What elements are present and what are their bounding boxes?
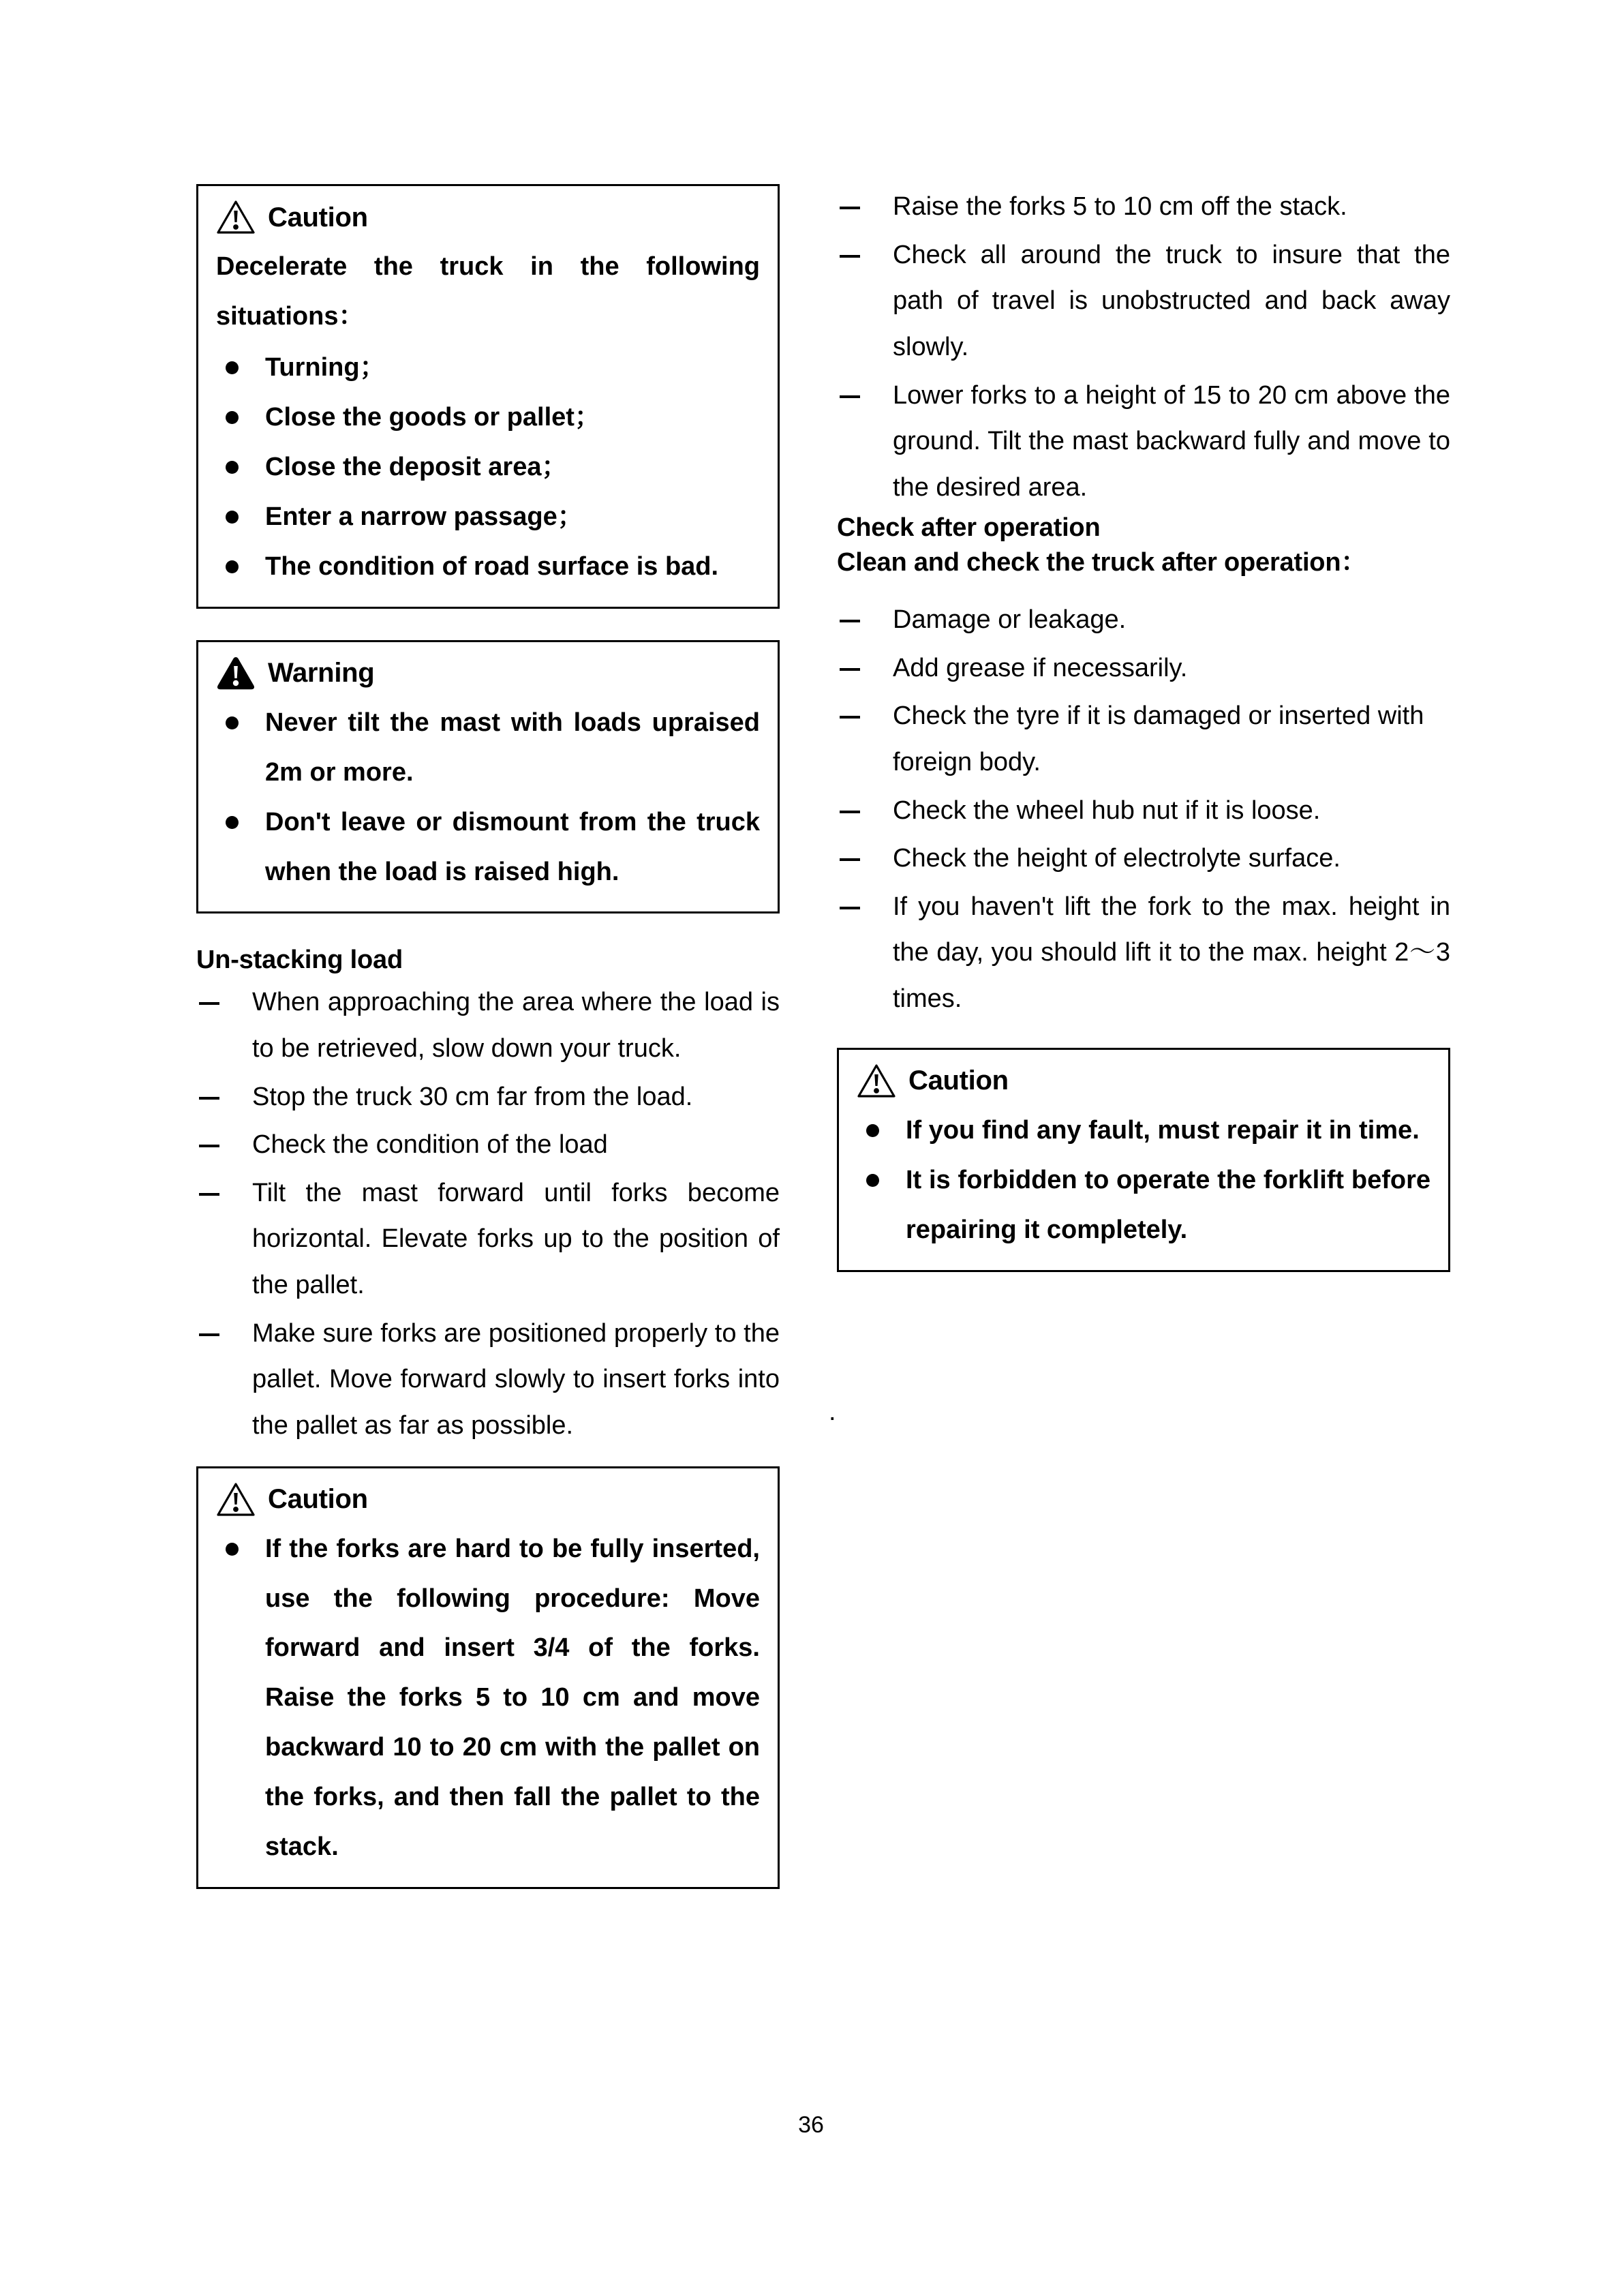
list-item-text: Stop the truck 30 cm far from the load. <box>252 1082 693 1111</box>
list-item-text: Check all around the truck to insure that the path of travel is unobstructed and back away slowly. <box>893 240 1450 361</box>
list-item <box>196 1122 780 1168</box>
list-item-text: Make sure forks are positioned properly to the pallet. Move forward slowly to insert forks into the pallet as far as possible. <box>252 1318 780 1440</box>
list-item-text: It is forbidden to operate the forklift before repairing it completely. <box>906 1165 1430 1244</box>
list-item-text: Check the tyre if it is damaged or inserted with foreign body. <box>893 701 1424 776</box>
warning-triangle-solid-icon <box>216 656 256 691</box>
caution-box-decelerate <box>196 184 780 609</box>
list-item <box>837 788 1450 834</box>
unstacking-steps-list <box>196 980 780 1449</box>
warning-triangle-outline-icon <box>857 1063 896 1099</box>
list-item-text: If the forks are hard to be fully inserted, use the following procedure: Move forward and insert 3/4 of the forks. Raise the forks 5 to 10 cm and move backward 10 to 20 cm with the pallet on the forks, and then fall the pallet to the stack. <box>265 1534 760 1862</box>
list-item-text: If you find any fault, must repair it in time. <box>906 1115 1420 1145</box>
caution-box-forks-insertion <box>196 1466 780 1890</box>
list-item-text: Close the goods or pallet； <box>265 402 600 432</box>
list-item <box>216 542 760 592</box>
check-after-operation-list <box>837 597 1450 1023</box>
list-item-text: Damage or leakage. <box>893 605 1127 635</box>
right-column <box>837 184 1450 1272</box>
section-heading-unstacking-load: Un-stacking load <box>196 946 403 975</box>
warning-box-title: Warning <box>268 658 375 689</box>
list-item-text: Add grease if necessarily. <box>893 653 1188 682</box>
spacer <box>837 1025 1450 1048</box>
spacer <box>196 609 780 640</box>
list-item-text: Enter a narrow passage； <box>265 502 583 531</box>
list-item <box>196 980 780 1072</box>
list-item <box>216 798 760 897</box>
section-subheading-clean-and-check: Clean and check the truck after operation： <box>837 548 1367 577</box>
list-item-text: Don't leave or dismount from the truck when the load is raised high. <box>265 807 760 886</box>
list-item <box>196 1170 780 1309</box>
warning-box-tilt-mast <box>196 640 780 914</box>
stray-period-mark: . <box>829 1398 836 1426</box>
list-item-text: Raise the forks 5 to 10 cm off the stack. <box>893 192 1347 221</box>
list-item-text: Check the wheel hub nut if it is loose. <box>893 796 1321 825</box>
list-item <box>837 884 1450 1023</box>
spacer <box>196 913 780 945</box>
list-item-text: The condition of road surface is bad. <box>265 552 719 581</box>
caution-box-title: Caution <box>268 1484 368 1515</box>
warning-triangle-outline-icon <box>216 200 256 235</box>
list-item-text: Turning； <box>265 352 386 382</box>
list-item-text: If you haven't lift the fork to the max. height in the day, you should lift it to the max. height 2〜3 times. <box>893 892 1450 1014</box>
list-item <box>857 1106 1430 1155</box>
section-heading-check-after-operation: Check after operation <box>837 513 1101 543</box>
caution-box-lead-text: Decelerate the truck in the following situations： <box>216 252 760 331</box>
caution-box-header <box>216 1482 760 1517</box>
caution-bullet-list <box>216 1524 760 1873</box>
list-item-text: Check the condition of the load <box>252 1130 608 1160</box>
list-item-text: Check the height of electrolyte surface. <box>893 844 1341 873</box>
list-item <box>196 1074 780 1121</box>
warning-bullet-list <box>216 698 760 897</box>
page-number: 36 <box>798 2112 824 2138</box>
list-item <box>216 393 760 442</box>
list-item <box>196 1311 780 1449</box>
spacer <box>837 582 1450 597</box>
caution-box-title: Caution <box>268 202 368 232</box>
warning-box-header <box>216 656 760 691</box>
list-item <box>837 184 1450 230</box>
spacer <box>196 1451 780 1466</box>
list-item-text: Lower forks to a height of 15 to 20 cm above the ground. Tilt the mast backward fully and move to the desired area. <box>893 380 1450 502</box>
list-item-text: Close the deposit area； <box>265 452 568 481</box>
list-item <box>216 343 760 393</box>
caution-bullet-list <box>857 1106 1430 1255</box>
caution-bullet-list <box>216 343 760 592</box>
list-item <box>216 1524 760 1873</box>
stacking-steps-list <box>837 184 1450 511</box>
list-item <box>837 373 1450 511</box>
caution-box-title: Caution <box>908 1066 1009 1096</box>
list-item <box>216 492 760 542</box>
list-item-text: Tilt the mast forward until forks become horizontal. Elevate forks up to the position of the pallet. <box>252 1178 780 1300</box>
list-item <box>837 693 1450 785</box>
caution-box-header <box>216 200 760 235</box>
list-item <box>837 597 1450 644</box>
list-item <box>216 442 760 492</box>
caution-box-header <box>857 1063 1430 1099</box>
caution-box-repair-fault <box>837 1048 1450 1272</box>
list-item-text: When approaching the area where the load is to be retrieved, slow down your truck. <box>252 988 780 1063</box>
list-item <box>837 836 1450 882</box>
list-item-text: Never tilt the mast with loads upraised 2m or more. <box>265 708 760 787</box>
list-item <box>216 698 760 798</box>
list-item <box>837 646 1450 692</box>
warning-triangle-outline-icon <box>216 1482 256 1517</box>
list-item <box>857 1155 1430 1255</box>
left-column <box>196 184 780 1889</box>
list-item <box>837 232 1450 371</box>
